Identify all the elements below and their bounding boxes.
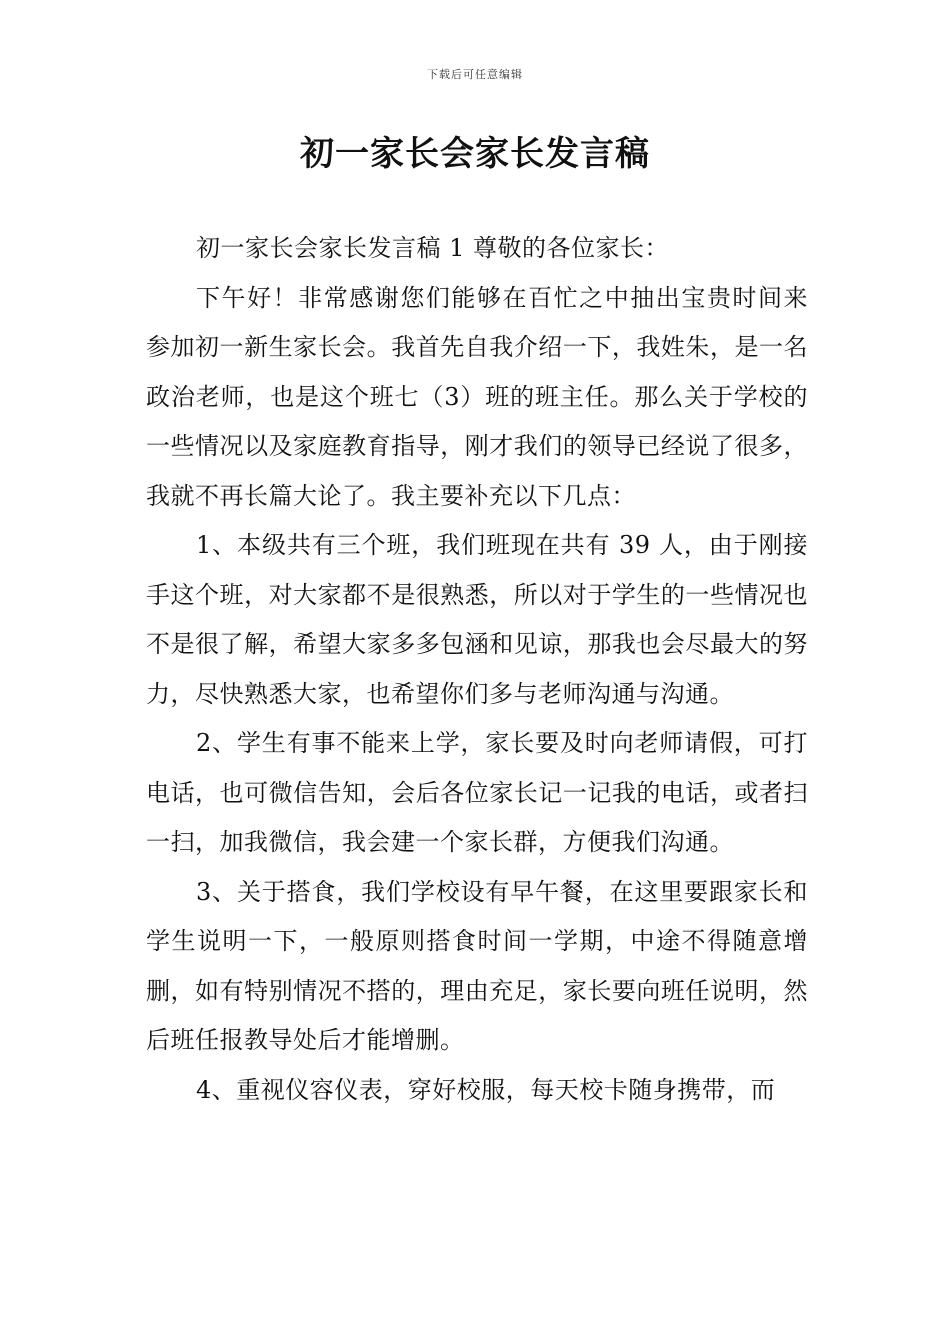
paragraph-point-1: 1、本级共有三个班，我们班现在共有 39 人，由于刚接手这个班，对大家都不是很熟悉，所以对于学生的一些情况也不是很了解，希望大家多多包涵和见谅，那我也会尽最大的努力，尽快熟悉大家，也希望你们多与老师沟通与沟通。 [146, 531, 808, 708]
paragraph-point-2: 2、学生有事不能来上学，家长要及时向老师请假，可打电话，也可微信告知，会后各位家长记一记我的电话，或者扫一扫，加我微信，我会建一个家长群，方便我们沟通。 [146, 729, 808, 856]
header-note: 下载后可任意编辑 [427, 68, 523, 81]
document-body [146, 224, 808, 1115]
paragraph-greeting: 下午好！非常感谢您们能够在百忙之中抽出宝贵时间来参加初一新生家长会。我首先自我介绍一下，我姓朱，是一名政治老师，也是这个班七（3）班的班主任。那么关于学校的一些情况以及家庭教育指导，刚才我们的领导已经说了很多，我就不再长篇大论了。我主要补充以下几点： [146, 283, 808, 510]
paragraph-point-3: 3、关于搭食，我们学校设有早午餐，在这里要跟家长和学生说明一下，一般原则搭食时间一学期，中途不得随意增删，如有特别情况不搭的，理由充足，家长要向班任说明，然后班任报教导处后才能增删。 [146, 877, 808, 1054]
paragraph-point-4: 4、重视仪容仪表，穿好校服，每天校卡随身携带，而 [196, 1075, 776, 1104]
document-title: 初一家长会家长发言稿 [300, 134, 650, 174]
paragraph-salutation: 初一家长会家长发言稿 1 尊敬的各位家长： [196, 234, 670, 262]
